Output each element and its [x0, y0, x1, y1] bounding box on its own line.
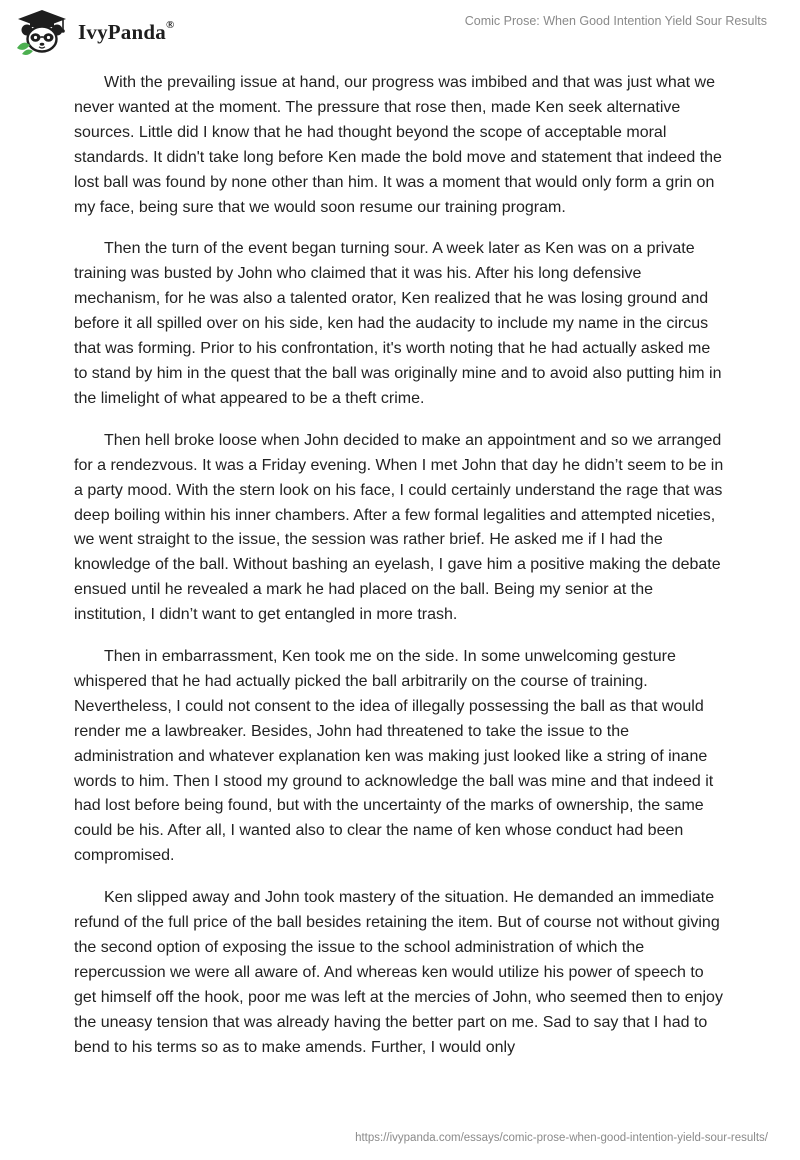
paragraph-2: Then the turn of the event began turning sour. A week later as Ken was on a private training was busted by John who claimed that it was his. After his long defensive mechanism, for he was also a talented orator, Ken realized that he was losing ground and before it all spilled over on his side, ken had the audacity to include my name in the circus that was forming. Prior to his confrontation, it's worth noting that he had actually asked me to stand by him in the quest that the ball was originally mine and to avoid also putting him in the limelight of what appeared to be a theft crime. [74, 240, 722, 407]
page-header [0, 0, 800, 60]
paragraph-5: Ken slipped away and John took mastery of the situation. He demanded an immediate refund of the full price of the ball besides retaining the item. But of course not without giving the second option of exposing the issue to the school administration of which the repercussion we were all aware of. And whereas ken would utilize his power of speech to get himself off the hook, poor me was left at the mercies of John, who seemed then to enjoy the uneasy tension that was already having the better part on me. Sad to say that I had to bend to his terms so as to make amends. Further, I would only [74, 889, 723, 1056]
essay-body [74, 71, 726, 1078]
paragraph-4: Then in embarrassment, Ken took me on the side. In some unwelcoming gesture whispered that he had actually picked the ball arbitrarily on the course of training. Nevertheless, I could not consent to the idea of illegally possessing the ball as that would render me a lawbreaker. Besides, John had threatened to take the issue to the administration and whatever explanation ken was making just looked like a string of inane words to him. Then I stood my ground to acknowledge the ball was mine and that indeed it had lost before being found, but with the uncertainty of the marks of ownership, the same could be his. After all, I wanted also to clear the name of ken whose conduct had been compromised. [74, 648, 714, 865]
ivypanda-logo[interactable] [14, 8, 174, 56]
paragraph-1: With the prevailing issue at hand, our progress was imbibed and that was just what we never wanted at the moment. The pressure that rose then, made Ken seek alternative sources. Little did I know that he had thought beyond the scope of acceptable moral standards. It didn't take long before Ken made the bold move and statement that indeed the lost ball was found by none other than him. It was a moment that would only form a grin on my face, being sure that we would soon resume our training program. [74, 74, 722, 216]
paragraph-3: Then hell broke loose when John decided to make an appointment and so we arranged for a rendezvous. It was a Friday evening. When I met John that day he didn’t seem to be in a party mood. With the stern look on his face, I could certainly understand the rage that was deep boiling within his inner chambers. After a few formal legalities and attempted niceties, we went straight to the issue, the session was rather brief. He asked me if I had the knowledge of the ball. Without bashing an eyelash, I gave him a positive making the debate ensued until he revealed a mark he had placed on the ball. Being my senior at the institution, I didn’t want to get entangled in more trash. [74, 431, 724, 624]
registered-mark: ® [165, 18, 175, 31]
panda-graduate-icon [14, 8, 70, 56]
source-url-link[interactable]: https://ivypanda.com/essays/comic-prose-when-good-intention-yield-sour-results/ [355, 1132, 768, 1144]
brand-name [78, 18, 175, 44]
document-title: Comic Prose: When Good Intention Yield Sour Results [464, 14, 767, 28]
brand-name-text: IvyPanda [78, 19, 166, 44]
